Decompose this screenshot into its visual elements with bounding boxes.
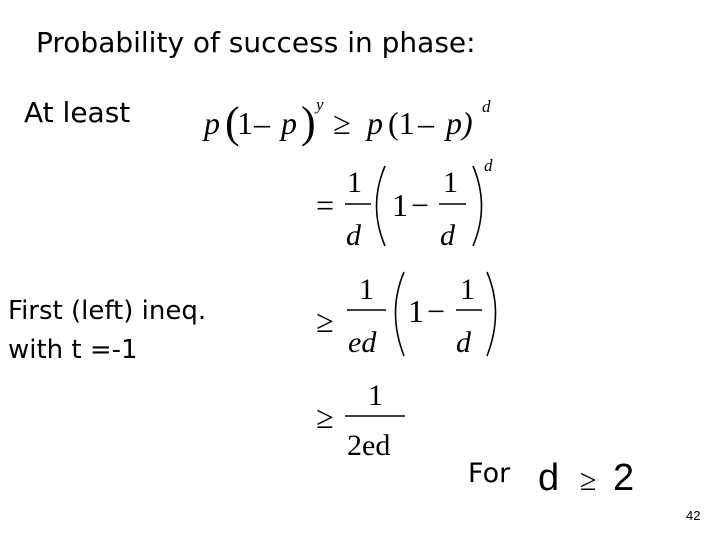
with-t-label: with t =-1 (8, 335, 138, 365)
math-minus2: – (418, 105, 434, 141)
left-paren: ( (225, 98, 240, 147)
inequality-line-4 (316, 379, 405, 462)
math-p4: p) (446, 105, 473, 141)
inequality-line-2 (316, 156, 493, 252)
inequality-line-3 (316, 272, 496, 359)
condition-val: 2 (613, 457, 635, 499)
math-minus: – (254, 105, 270, 141)
exponent-y: y (316, 95, 324, 114)
big-right-paren (487, 272, 496, 356)
condition (538, 457, 634, 499)
math-one: 1 (237, 105, 253, 141)
frac-numerator-2: 1 (460, 273, 475, 306)
slide-title: Probability of success in phase: (36, 26, 476, 59)
exponent-d: d (482, 97, 491, 116)
frac-denominator: 2ed (347, 429, 391, 462)
geq-symbol: ≥ (333, 105, 351, 141)
math-p2: p (281, 105, 297, 141)
math-minus: − (411, 187, 430, 223)
big-left-paren (396, 272, 405, 356)
condition-geq: ≥ (580, 464, 597, 497)
math-paren-one: (1 (388, 105, 415, 141)
frac-numerator: 1 (347, 166, 362, 199)
exponent-d: d (484, 156, 493, 175)
math-one: 1 (392, 187, 408, 223)
equals-symbol: = (316, 187, 335, 223)
math-p: p (204, 105, 220, 141)
first-ineq-label: First (left) ineq. (8, 296, 207, 326)
frac-denominator: ed (348, 326, 377, 359)
frac-numerator-2: 1 (443, 166, 458, 199)
frac-denominator-2: d (440, 219, 455, 252)
at-least-label: At least (24, 96, 131, 129)
math-one: 1 (408, 293, 424, 329)
frac-denominator-2: d (456, 326, 471, 359)
frac-numerator: 1 (368, 379, 383, 412)
inequality-line-1 (202, 95, 491, 147)
geq-symbol: ≥ (316, 303, 334, 339)
math-p3: p (367, 105, 383, 141)
right-paren: ) (301, 98, 316, 147)
big-left-paren (377, 166, 386, 246)
frac-denominator: d (346, 219, 361, 252)
frac-numerator: 1 (359, 273, 374, 306)
geq-symbol: ≥ (316, 399, 334, 435)
for-label: For (468, 458, 511, 489)
math-minus: − (427, 293, 446, 329)
condition-var: d (538, 457, 560, 499)
page-number: 42 (686, 508, 701, 523)
big-right-paren (473, 166, 482, 246)
